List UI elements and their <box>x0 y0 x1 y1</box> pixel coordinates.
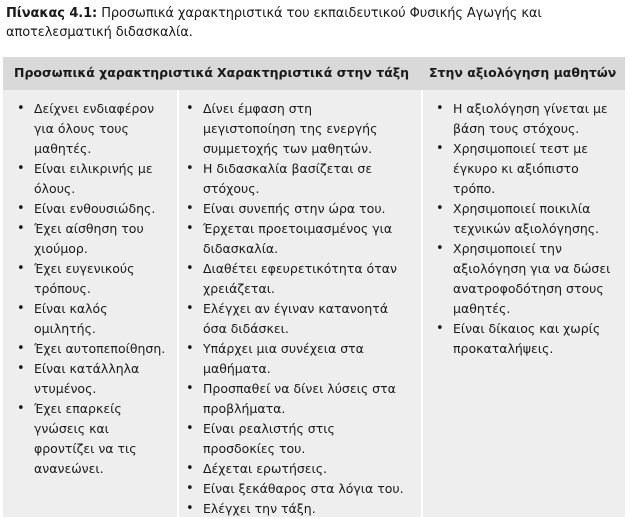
list-item: • Έχει επαρκείς γνώσεις και φροντίζει να τις ανανεώνει. <box>17 399 167 479</box>
caption-text: Προσωπικά χαρακτηριστικά του εκπαιδευτικού Φυσικής Αγωγής και αποτελεσματική διδασκαλία. <box>6 6 542 40</box>
list-classroom <box>186 99 408 519</box>
list-item: • Ελέγχει την τάξη. <box>186 499 408 519</box>
list-item: • Είναι ρεαλιστής στις προσδοκίες του. <box>186 419 408 459</box>
list-item: • Είναι ενθουσιώδης. <box>17 199 167 219</box>
caption-label: Πίνακας 4.1: <box>6 6 98 21</box>
list-item: • Δείχνει ενδιαφέρον για όλους τους μαθητές. <box>17 99 167 159</box>
list-item: • Χρησιμοποιεί την αξιολόγηση για να δώσει ανατροφοδότηση στους μαθητές. <box>436 239 614 319</box>
list-item: • Είναι κατάλληλα ντυμένος. <box>17 359 167 399</box>
list-item: • Είναι ειλικρινής με όλους. <box>17 159 167 199</box>
header-assessment: Στην αξιολόγηση μαθητών <box>429 65 617 80</box>
header-personal: Προσωπικά χαρακτηριστικά <box>14 65 213 80</box>
list-item: • Διαθέτει εφευρετικότητα όταν χρειάζεται. <box>186 259 408 299</box>
list-item: • Προσπαθεί να δίνει λύσεις στα προβλήματα. <box>186 379 408 419</box>
list-assessment <box>436 99 614 359</box>
list-item: • Χρησιμοποιεί τεστ με έγκυρο κι αξιόπιστο τρόπο. <box>436 139 614 199</box>
column-divider <box>177 90 179 517</box>
list-personal <box>17 99 167 479</box>
table-caption <box>6 4 626 42</box>
list-item: • Η διδασκαλία βασίζεται σε στόχους. <box>186 159 408 199</box>
column-divider <box>421 90 423 517</box>
list-item: • Υπάρχει μια συνέχεια στα μαθήματα. <box>186 339 408 379</box>
column-classroom <box>186 99 408 519</box>
list-item: • Είναι ξεκάθαρος στα λόγια του. <box>186 479 408 499</box>
list-item: • Χρησιμοποιεί ποικιλία τεχνικών αξιολόγησης. <box>436 199 614 239</box>
list-item: • Είναι δίκαιος και χωρίς προκαταλήψεις. <box>436 319 614 359</box>
column-assessment <box>436 99 614 359</box>
list-item: • Δίνει έμφαση στη μεγιστοποίηση της ενεργής συμμετοχής των μαθητών. <box>186 99 408 159</box>
header-classroom: Χαρακτηριστικά στην τάξη <box>217 65 410 80</box>
list-item: • Έχει αίσθηση του χιούμορ. <box>17 219 167 259</box>
list-item: • Η αξιολόγηση γίνεται με βάση τους στόχους. <box>436 99 614 139</box>
column-personal <box>17 99 167 479</box>
list-item: • Είναι συνεπής στην ώρα του. <box>186 199 408 219</box>
list-item: • Είναι καλός ομιλητής. <box>17 299 167 339</box>
list-item: • Έχει ευγενικούς τρόπους. <box>17 259 167 299</box>
list-item: • Έρχεται προετοιμασμένος για διδασκαλία. <box>186 219 408 259</box>
table-header-row <box>3 57 625 90</box>
list-item: • Έχει αυτοπεποίθηση. <box>17 339 167 359</box>
list-item: • Δέχεται ερωτήσεις. <box>186 459 408 479</box>
list-item: • Ελέγχει αν έγιναν κατανοητά όσα διδάσκει. <box>186 299 408 339</box>
characteristics-table <box>3 57 625 517</box>
